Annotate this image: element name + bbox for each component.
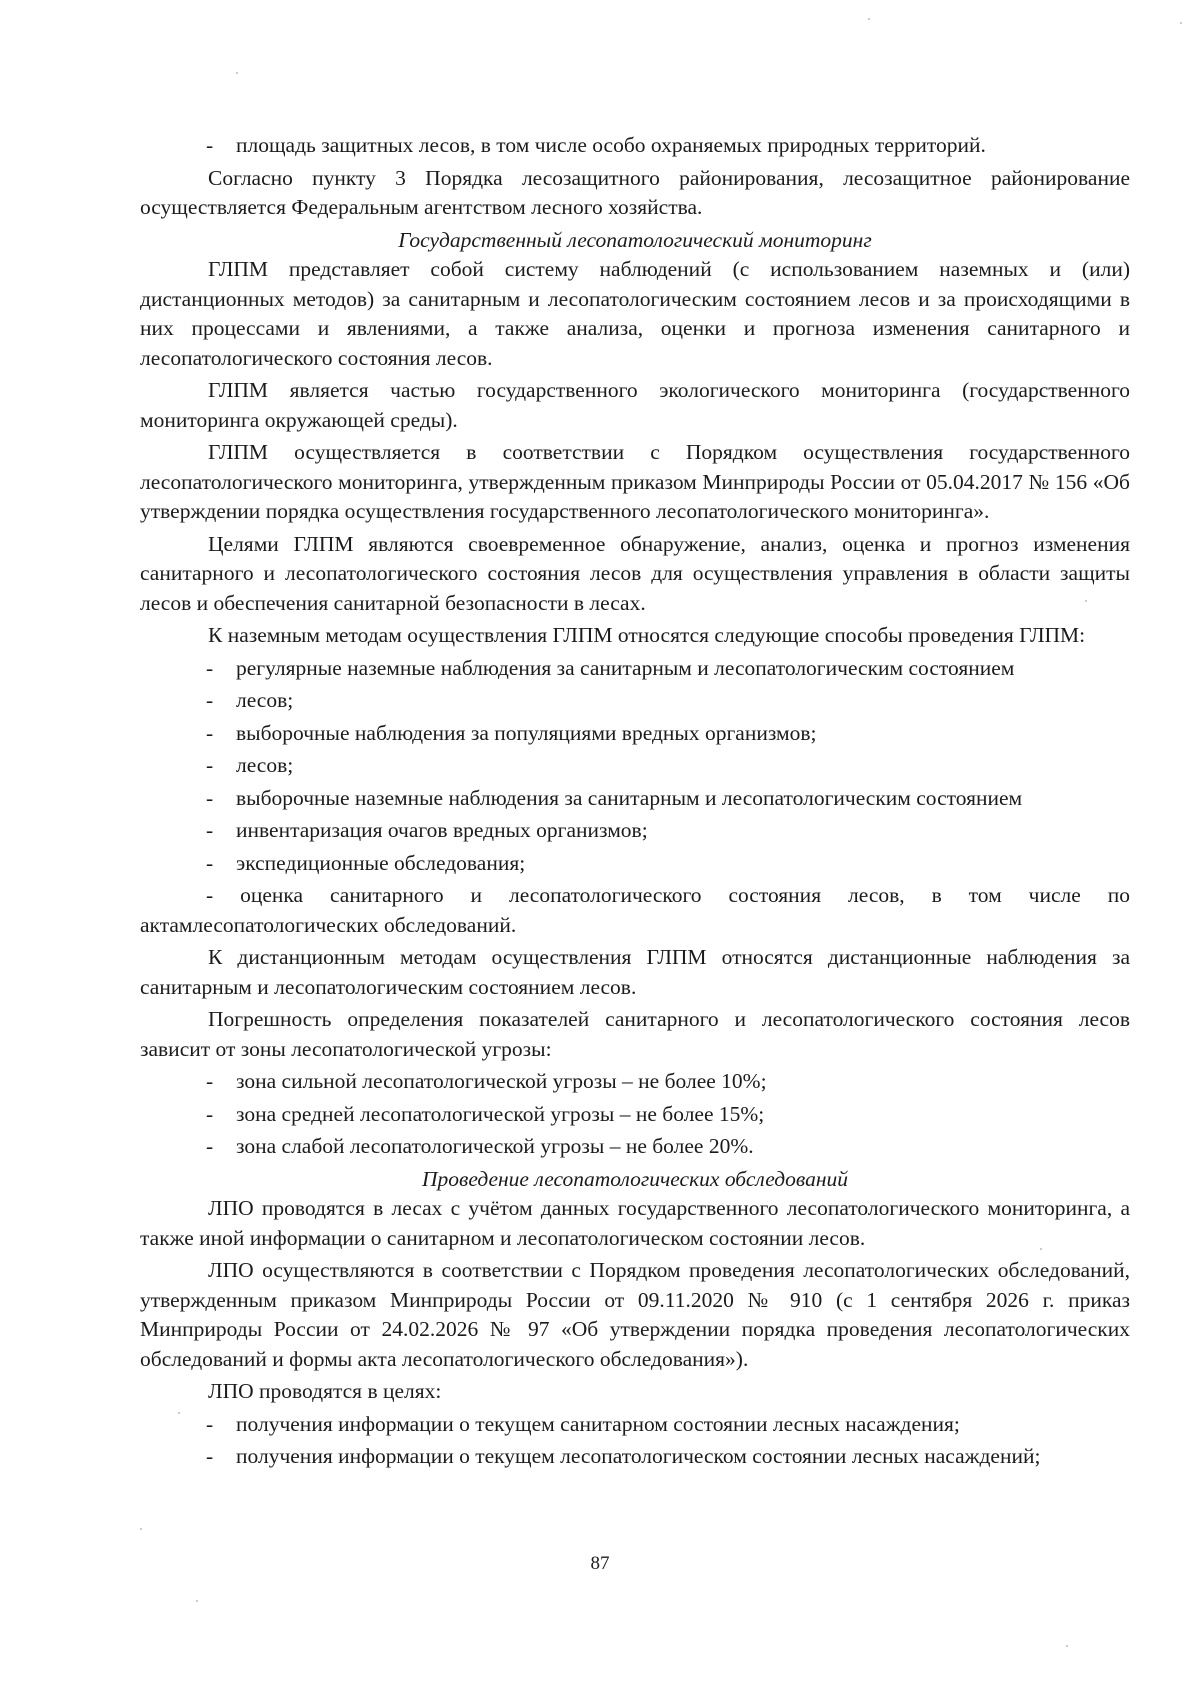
paragraph: ЛПО осуществляются в соответствии с Порядком проведения лесопатологических обследований, утвержденным приказом Минприроды России от 09.11.2020 № 910 (с 1 сентября 2026 г. приказ Минприроды России от 24.02.2026 № 97 «Об утверждении порядка проведения лесопатологических обследований и формы акта лесопатологического обследования»). [140, 1258, 1130, 1371]
paragraph: ГЛПМ представляет собой систему наблюдений (с использованием наземных и (или) дистанционных методов) за санитарным и лесопатологическим состоянием лесов и за происходящими в них процессами и явлениями, а также анализа, оценки и прогноза изменения санитарного и лесопатологического состояния лесов. [140, 257, 1130, 370]
scan-speck [196, 1600, 198, 1602]
scan-speck [868, 18, 870, 20]
bullet-dash: - [206, 850, 214, 875]
bullet-item [140, 1410, 1130, 1440]
scan-speck [1066, 1645, 1068, 1647]
paragraph: Согласно пункту 3 Порядка лесозащитного районирования, лесозащитное районирование осуществляется Федеральным агентством лесного хозяйства. [140, 165, 1130, 219]
bullet-text: зона средней лесопатологической угрозы – не более 15%; [236, 1101, 765, 1126]
paragraph: Погрешность определения показателей санитарного и лесопатологического состояния лесов зависит от зоны лесопатологической угрозы: [140, 1007, 1130, 1061]
bullet-item [140, 1442, 1130, 1472]
section-heading: Государственный лесопатологический мониторинг [398, 227, 872, 252]
bullet-dash: - [206, 785, 214, 810]
bullet-text: инвентаризация очагов вредных организмов; [236, 818, 648, 842]
bullet-text: регулярные наземные наблюдения за санитарным и лесопатологическим состоянием [236, 655, 1015, 680]
bullet-text: получения информации о текущем санитарном состоянии лесных насаждения; [236, 1411, 960, 1436]
bullet-text: выборочные наблюдения за популяциями вредных организмов; [236, 720, 817, 745]
paragraph: Целями ГЛПМ являются своевременное обнаружение, анализ, оценка и прогноз изменения санитарного и лесопатологического состояния лесов для осуществления управления в области защиты лесов и обеспечения санитарной безопасности в лесах. [140, 531, 1130, 615]
bullet-item [140, 1067, 1130, 1097]
bullet-item [140, 719, 1130, 749]
bullet-dash: - [206, 1134, 214, 1158]
bullet-text: зона сильной лесопатологической угрозы – не более 10%; [236, 1069, 767, 1093]
bullet-item [140, 816, 1130, 846]
bullet-item: - оценка санитарного и лесопатологического состояния лесов, в том числе по актамлесопатологических обследований. [140, 883, 1130, 937]
paragraph: ЛПО проводятся в целях: [208, 1379, 442, 1403]
scan-speck [1040, 1248, 1042, 1250]
paragraph: ГЛПМ является частью государственного экологического мониторинга (государственного мониторинга окружающей среды). [140, 378, 1130, 432]
bullet-item [140, 131, 1130, 161]
scan-speck [236, 72, 238, 74]
bullet-item [140, 1132, 1130, 1162]
bullet-dash: - [206, 1069, 214, 1093]
bullet-text: зона слабой лесопатологической угрозы – не более 20%. [236, 1134, 754, 1158]
bullet-item [140, 1100, 1130, 1130]
scan-speck [1180, 22, 1182, 24]
bullet-dash: - [206, 655, 214, 680]
bullet-dash: - [206, 720, 214, 745]
bullet-text: лесов; [236, 753, 294, 777]
bullet-dash: - [206, 688, 214, 712]
bullet-item [140, 784, 1130, 814]
paragraph: К наземным методам осуществления ГЛПМ относятся следующие способы проведения ГЛПМ: [208, 623, 1086, 647]
bullet-text: лесов; [236, 688, 294, 712]
paragraph: К дистанционным методам осуществления ГЛПМ относятся дистанционные наблюдения за санитарным и лесопатологическим состоянием лесов. [140, 945, 1130, 999]
bullet-text: площадь защитных лесов, в том числе особо охраняемых природных территорий. [236, 133, 986, 157]
bullet-item [140, 849, 1130, 879]
bullet-item [140, 654, 1130, 684]
bullet-text: экспедиционные обследования; [236, 850, 526, 875]
bullet-dash: - [206, 1444, 214, 1468]
page-number: 87 [590, 1553, 610, 1574]
page-body [140, 131, 1130, 1475]
bullet-item [140, 686, 1130, 716]
bullet-dash: - [206, 133, 214, 157]
section-heading: Проведение лесопатологических обследований [421, 1166, 849, 1191]
bullet-dash: - [206, 753, 214, 777]
bullet-text: получения информации о текущем лесопатологическом состоянии лесных насаждений; [236, 1444, 1041, 1468]
bullet-dash: - [206, 1411, 214, 1436]
bullet-dash: - [206, 1101, 214, 1126]
paragraph: ГЛПМ осуществляется в соответствии с Порядком осуществления государственного лесопатологического мониторинга, утвержденным приказом Минприроды России от 05.04.2017 № 156 «Об утверждении порядка осуществления государственного лесопатологического мониторинга». [140, 440, 1130, 523]
bullet-text: выборочные наземные наблюдения за санитарным и лесопатологическим состоянием [236, 785, 1023, 810]
scan-speck [140, 1528, 142, 1530]
bullet-dash: - [206, 818, 214, 842]
bullet-item [140, 751, 1130, 781]
scan-speck [178, 1412, 180, 1414]
scan-speck [1085, 600, 1087, 602]
paragraph: ЛПО проводятся в лесах с учётом данных государственного лесопатологического мониторинга, а также иной информации о санитарном и лесопатологическом состоянии лесов. [140, 1196, 1130, 1250]
